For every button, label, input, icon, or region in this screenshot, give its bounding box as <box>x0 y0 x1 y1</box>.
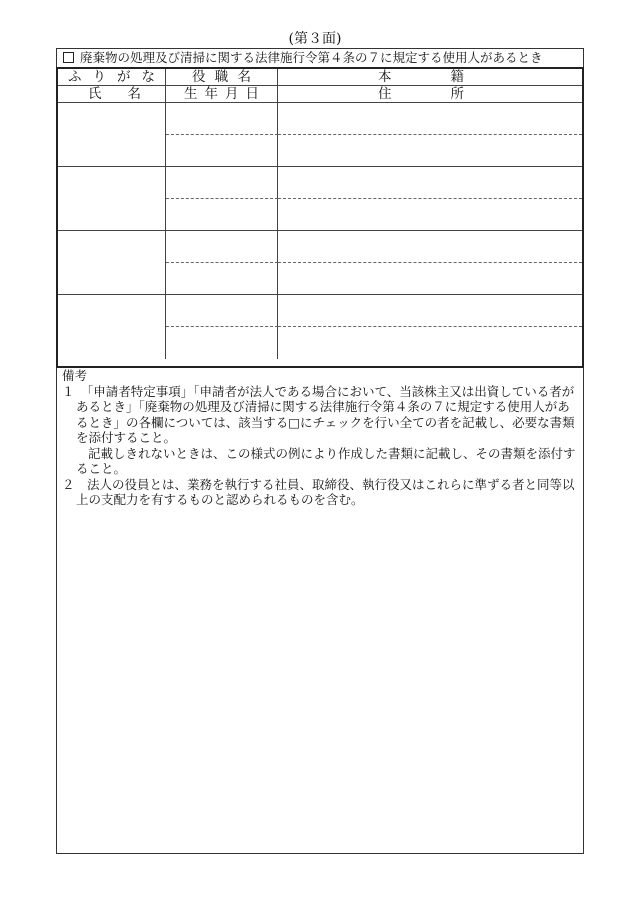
header-name: 氏 名 <box>58 86 166 103</box>
entry-domicile-cell[interactable] <box>278 295 582 327</box>
entry-domicile-cell[interactable] <box>278 231 582 263</box>
note-item-1: １ 「申請者特定事項」「申請者が法人である場合において、当該株主又は出資している者があるとき」「廃棄物の処理及び清掃に関する法律施行令第４条の７に規定する使用人があるとき」の各欄については、該当する□にチェックを行い全ての者を記載し、必要な書類を添付すること。 <box>62 383 575 445</box>
header-domicile: 本 籍 <box>278 69 582 86</box>
entry-birthdate-cell[interactable] <box>166 263 278 295</box>
notes-section <box>62 368 580 508</box>
header-position: 役 職 名 <box>166 69 278 86</box>
entry-position-cell[interactable] <box>166 231 278 263</box>
entry-name-cell[interactable] <box>58 167 166 231</box>
header-birthdate: 生 年 月 日 <box>166 86 278 103</box>
entry-position-cell[interactable] <box>166 103 278 135</box>
entry-address-cell[interactable] <box>278 199 582 231</box>
employee-table <box>56 67 584 368</box>
entry-name-cell[interactable] <box>58 295 166 359</box>
entry-birthdate-cell[interactable] <box>166 327 278 359</box>
entry-position-cell[interactable] <box>166 167 278 199</box>
page-title: (第３面) <box>288 31 342 47</box>
checkbox[interactable] <box>63 52 74 63</box>
entry-birthdate-cell[interactable] <box>166 135 278 167</box>
note-item-1-continued: 記載しきれないときは、この様式の例により作成した書類に記載し、その書類を添付すること。 <box>76 445 576 476</box>
entry-address-cell[interactable] <box>278 327 582 359</box>
entry-address-cell[interactable] <box>278 263 582 295</box>
entry-domicile-cell[interactable] <box>278 103 582 135</box>
entry-position-cell[interactable] <box>166 295 278 327</box>
employee-checkbox-row[interactable] <box>57 49 583 67</box>
entry-domicile-cell[interactable] <box>278 167 582 199</box>
entry-address-cell[interactable] <box>278 135 582 167</box>
entry-name-cell[interactable] <box>58 231 166 295</box>
header-address: 住 所 <box>278 86 582 103</box>
entry-name-cell[interactable] <box>58 103 166 167</box>
note-item-2: ２ 法人の役員とは、業務を執行する社員、取締役、執行役又はこれらに準ずる者と同等以上の支配力を有するものと認められるものを含む。 <box>62 476 575 507</box>
notes-heading: 備考 <box>62 368 88 383</box>
entry-birthdate-cell[interactable] <box>166 199 278 231</box>
checkbox-label: 廃棄物の処理及び清掃に関する法律施行令第４条の７に規定する使用人があるとき <box>80 50 543 65</box>
header-furigana: ふ り が な <box>58 69 166 86</box>
